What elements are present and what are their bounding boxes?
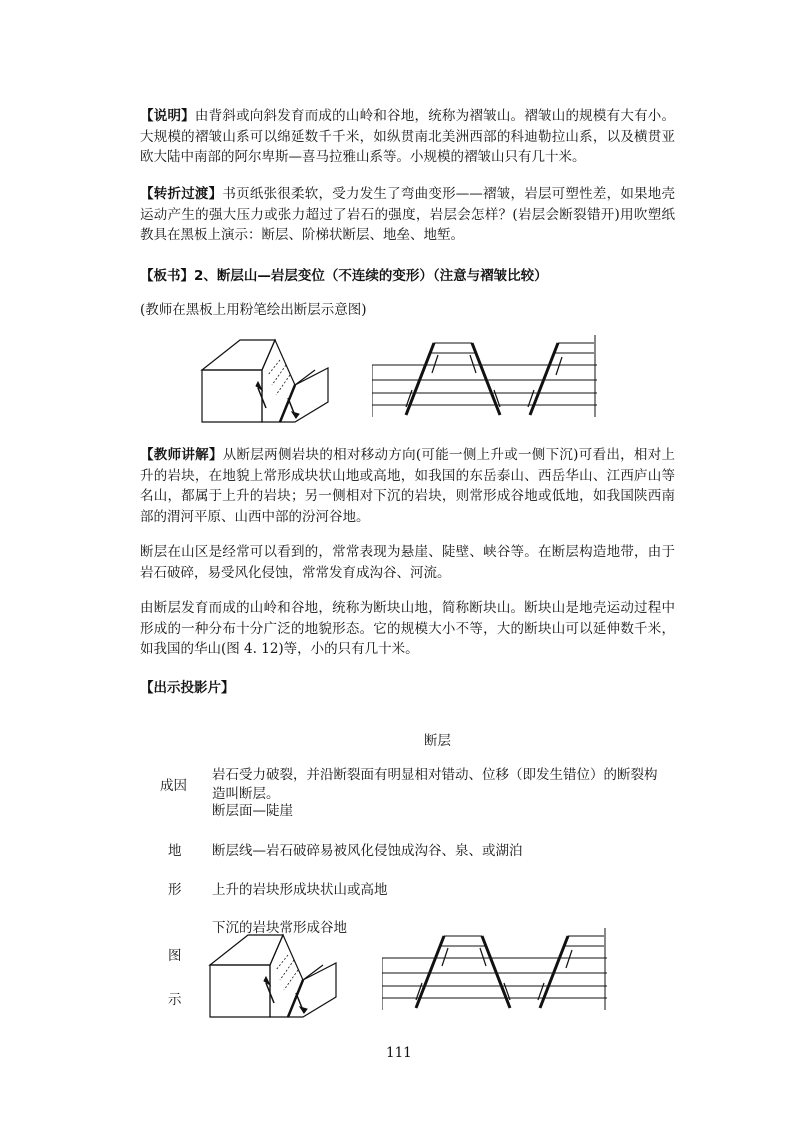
fault-line-text: 断层线—岩石破碎易被风化侵蚀成沟谷、泉、或湖泊 (212, 843, 523, 859)
cause-line-1: 岩石受力破裂，并沿断裂面有明显相对错动、位移（即发生错位）的断裂构 (212, 767, 658, 783)
label-landform-1: 地 (168, 843, 182, 859)
teacher-explanation-text: 从断层两侧岩块的相对移动方向(可能一侧上升或一侧下沉)可看出，相对上升的岩块，在地貌上常形成块状山地或高地，如我国的东岳泰山、西岳华山、江西庐山等名山，都属于上升的岩块；另一侧相对下沉的岩块，则常形成谷地或低地，如我国陕西南部的渭河平原、山西中部的汾河谷地。 (140, 447, 675, 525)
explanation-text: 由背斜或向斜发育而成的山岭和谷地，统称为褶皱山。褶皱山的规模有大有小。大规模的褶皱山系可以绵延数千千米，如纵贯南北美洲西部的科迪勒拉山系，以及横贯亚欧大陆中南部的阿尔卑斯—喜马拉雅山系等。小规模的褶皱山只有几十米。 (140, 108, 676, 165)
tag-teacher-explanation: 【教师讲解】 (140, 447, 223, 463)
board-heading: 【板书】2、断层山—岩层变位（不连续的变形）（注意与褶皱比较） (140, 268, 548, 284)
transition-text: 书页纸张很柔软，受力发生了弯曲变形——褶皱，岩层可塑性差，如果地壳运动产生的强大压力或张力超过了岩石的强度，岩层会怎样？(岩层会断裂错开)用吹塑纸教具在黑板上演示：断层、阶梯状断层、地垒、地堑。 (140, 186, 676, 243)
paragraph-fault-block: 由断层发育而成的山岭和谷地，统称为断块山地，简称断块山。断块山是地壳运动过程中形成的一种分布十分广泛的地貌形态。它的规模大小不等，大的断块山可以延伸数千米，如我国的华山(图 4. 12)等，小的只有几十米。 (140, 600, 675, 657)
cause-line-3: 断层面—陡崖 (212, 803, 293, 819)
horst-graben-diagram-1 (372, 335, 597, 420)
teacher-note: (教师在黑板上用粉笔绘出断层示意图) (140, 302, 367, 318)
cause-line-2: 造叫断层。 (212, 786, 280, 802)
fault-block-diagram-2 (208, 925, 343, 1020)
projection-heading: 【出示投影片】 (140, 680, 235, 696)
label-cause: 成因 (160, 778, 187, 794)
uplift-text: 上升的岩块形成块状山或高地 (212, 882, 388, 898)
label-landform-2: 形 (168, 882, 182, 898)
label-diagram-2: 示 (168, 992, 182, 1008)
subside-text: 下沉的岩块常形成谷地 (212, 920, 347, 936)
paragraph-transition (140, 184, 675, 246)
paragraph-fault-mountain: 断层在山区是经常可以看到的，常常表现为悬崖、陡壁、峡谷等。在断层构造地带，由于岩石破碎，易受风化侵蚀，常常发育成沟谷、河流。 (140, 544, 675, 581)
table-title: 断层 (424, 733, 451, 749)
paragraph-teacher-explanation (140, 445, 675, 527)
tag-transition: 【转折过渡】 (140, 186, 223, 202)
label-diagram-1: 图 (168, 948, 182, 964)
page-number: 111 (386, 1045, 412, 1061)
paragraph-explanation (140, 106, 675, 168)
horst-graben-diagram-2 (382, 928, 607, 1013)
tag-explanation: 【说明】 (140, 108, 195, 124)
fault-block-diagram-1 (200, 330, 335, 425)
